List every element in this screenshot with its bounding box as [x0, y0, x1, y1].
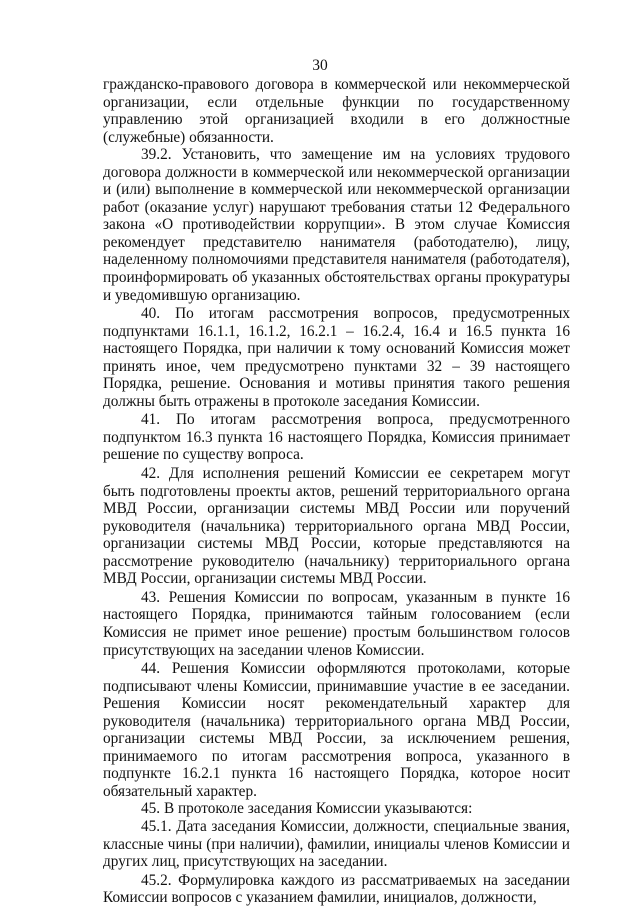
document-body: [103, 76, 570, 907]
paragraph-45-2: 45.2. Формулировка каждого из рассматриваемых на заседании Комиссии вопросов с указанием фамилии, инициалов, должности,: [103, 871, 570, 907]
paragraph-45: 45. В протоколе заседания Комиссии указываются:: [141, 800, 473, 818]
paragraph-44: 44. Решения Комиссии оформляются протоколами, которые подписывают члены Комиссии, принимавшие участие в ее заседании. Решения Комиссии носят рекомендательный характер для руководителя (начальника) территориального органа МВД России, организации системы МВД России, за исключением решения, принимаемого по итогам рассмотрения вопроса, указанного в подпункте 16.2.1 пункта 16 настоящего Порядка, которое носит обязательный характер.: [103, 660, 570, 800]
paragraph-41: 41. По итогам рассмотрения вопроса, предусмотренного подпунктом 16.3 пункта 16 настоящего Порядка, Комиссия принимает решение по существу вопроса.: [103, 411, 570, 464]
paragraph-42: 42. Для исполнения решений Комиссии ее секретарем могут быть подготовлены проекты актов, решений территориального органа МВД России, организации системы МВД России или поручений руководителя (начальника) территориального органа МВД России, организации системы МВД России, которые представляются на рассмотрение руководителю (начальнику) территориального органа МВД России, организации системы МВД России.: [103, 465, 570, 588]
paragraph-45-1: 45.1. Дата заседания Комиссии, должности, специальные звания, классные чины (при наличии), фамилии, инициалы членов Комиссии и других лиц, присутствующих на заседании.: [103, 817, 570, 871]
paragraph-continuation: гражданско-правового договора в коммерческой или некоммерческой организации, если отдельные функции по государственному управлению этой организацией входили в его должностные (служебные) обязанности.: [103, 76, 570, 146]
paragraph-39-2: 39.2. Установить, что замещение им на условиях трудового договора должности в коммерческой или некоммерческой организации и (или) выполнение в коммерческой или некоммерческой организации работ (оказание услуг) нарушают требования статьи 12 Федерального закона «О противодействии коррупции». В этом случае Комиссия рекомендует представителю нанимателя (работодателю), лицу, наделенному полномочиями представителя нанимателя (работодателя), проинформировать об указанных обстоятельствах органы прокуратуры и уведомившую организацию.: [103, 146, 570, 304]
page-number: 30: [312, 57, 328, 74]
paragraph-40: 40. По итогам рассмотрения вопросов, предусмотренных подпунктами 16.1.1, 16.1.2, 16.2.1 – 16.2.4, 16.4 и 16.5 пункта 16 настоящего Порядка, при наличии к тому оснований Комиссия может принять иное, чем предусмотрено пунктами 32 – 39 настоящего Порядка, решение. Основания и мотивы принятия такого решения должны быть отражены в протоколе заседания Комиссии.: [103, 305, 570, 410]
paragraph-43: 43. Решения Комиссии по вопросам, указанным в пункте 16 настоящего Порядка, принимаются тайным голосованием (если Комиссия не примет иное решение) простым большинством голосов присутствующих на заседании членов Комиссии.: [103, 588, 570, 659]
